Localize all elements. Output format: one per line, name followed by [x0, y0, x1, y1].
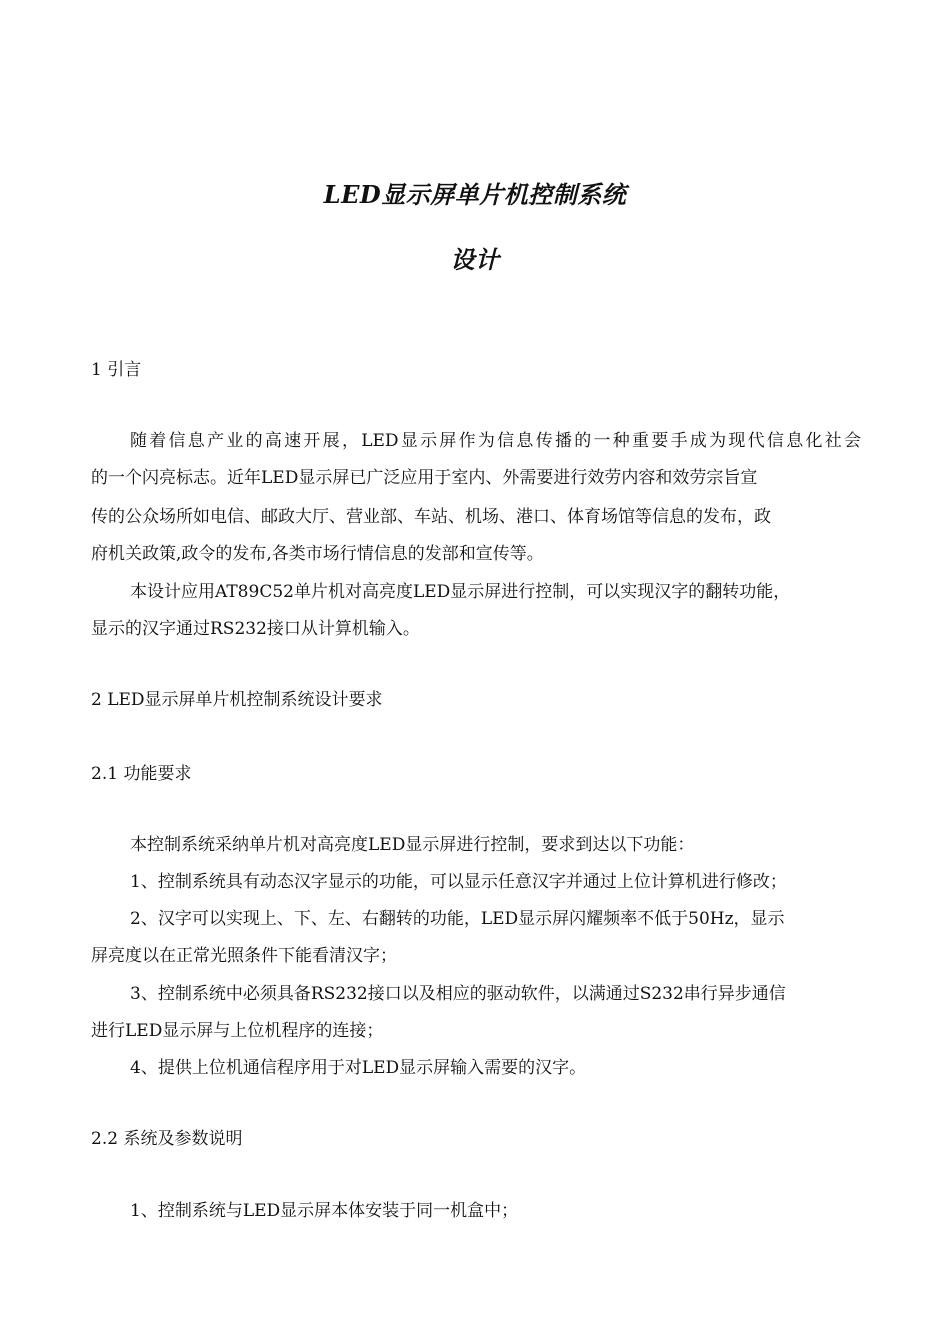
list-item: 3、控制系统中必须具备RS232接口以及相应的驱动软件，以满通过S232串行异步通信: [130, 984, 786, 1004]
paragraph-line: 府机关政策,政令的发布,各类市场行情信息的发部和宣传等。: [91, 544, 544, 564]
list-item: 4、提供上位机通信程序用于对LED显示屏输入需要的汉字。: [130, 1058, 587, 1078]
list-item: 1、控制系统与LED显示屏本体安装于同一机盒中；: [130, 1201, 519, 1221]
paragraph-line: 的一个闪亮标志。近年LED显示屏已广泛应用于室内、外需要进行效劳内容和效劳宗旨宣: [91, 468, 758, 488]
paragraph-line: 随着信息产业的高速开展，LED显示屏作为信息传播的一种重要手成为现代信息化社会: [130, 431, 861, 451]
document-title-line2: 设计: [450, 245, 500, 274]
paragraph-line: 传的公众场所如电信、邮政大厅、营业部、车站、机场、港口、体育场馆等信息的发布，政: [91, 507, 771, 527]
paragraph-line: 本设计应用AT89C52单片机对高亮度LED显示屏进行控制，可以实现汉字的翻转功能，: [130, 582, 791, 602]
document-title: LED显示屏单片机控制系统: [323, 180, 627, 209]
section-heading-2-1: 2.1 功能要求: [91, 764, 192, 784]
section-heading-2: 2 LED显示屏单片机控制系统设计要求: [91, 690, 383, 710]
section-heading-1: 1 引言: [91, 360, 142, 380]
section-heading-2-2: 2.2 系统及参数说明: [91, 1129, 243, 1149]
paragraph-line: 显示的汉字通过RS232接口从计算机输入。: [91, 619, 420, 639]
list-item: 2、汉字可以实现上、下、左、右翻转的功能，LED显示屏闪耀频率不低于50Hz，显示: [130, 909, 785, 929]
paragraph-line: 进行LED显示屏与上位机程序的连接；: [91, 1021, 384, 1041]
paragraph-line: 屏亮度以在正常光照条件下能看清汉字；: [91, 946, 397, 966]
paragraph-line: 本控制系统采纳单片机对高亮度LED显示屏进行控制，要求到达以下功能：: [130, 835, 695, 855]
list-item: 1、控制系统具有动态汉字显示的功能，可以显示任意汉字并通过上位计算机进行修改；: [130, 872, 787, 892]
